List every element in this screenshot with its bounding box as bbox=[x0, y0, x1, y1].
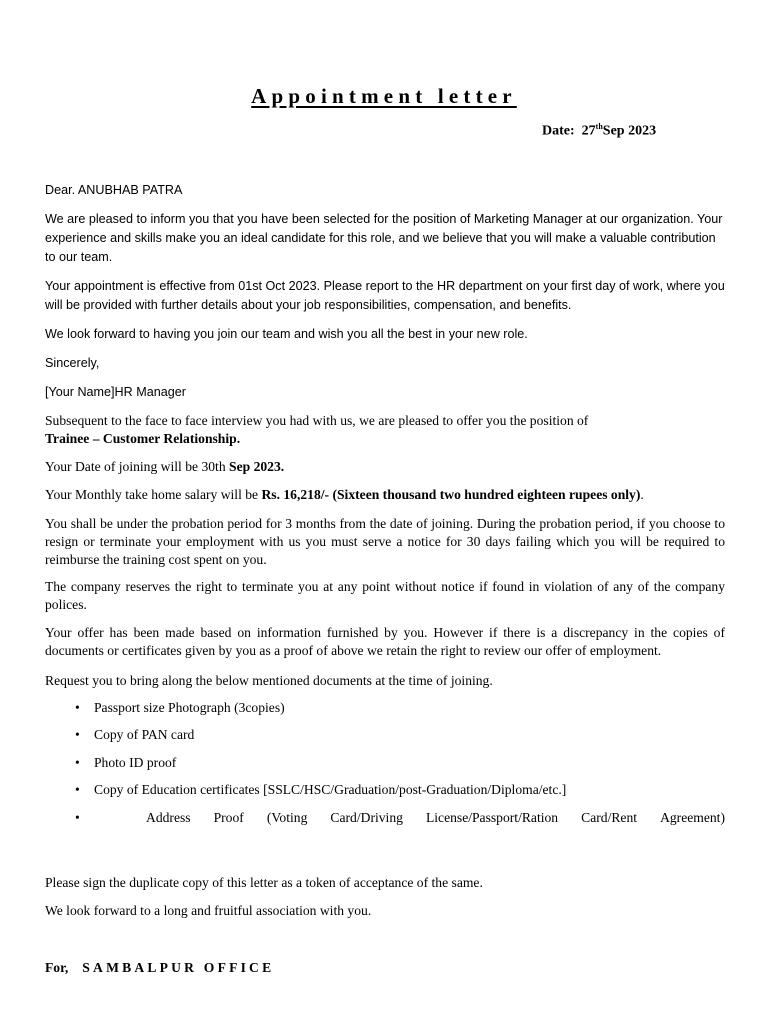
termination-paragraph: The company reserves the right to terminate you at any point without notice if found in violation of any of the company polices. bbox=[45, 579, 725, 612]
salary-end: . bbox=[640, 487, 644, 502]
sincerely: Sincerely, bbox=[45, 356, 100, 370]
offer-position: Trainee – Customer Relationship. bbox=[45, 431, 241, 446]
document-item: Copy of Education certificates [SSLC/HSC/Graduation/post-Graduation/Diploma/etc.] bbox=[94, 782, 567, 798]
offer-paragraph bbox=[45, 412, 725, 448]
list-item bbox=[45, 726, 725, 753]
bullet: • bbox=[75, 754, 80, 770]
signoff: [Your Name]HR Manager bbox=[45, 385, 186, 399]
salutation: Dear. ANUBHAB PATRA bbox=[45, 183, 183, 197]
salary-amount: Rs. 16,218/- (Sixteen thousand two hundred eighteen rupees only) bbox=[261, 487, 641, 502]
letter-title: Appointment letter bbox=[251, 84, 517, 108]
footer-office bbox=[45, 960, 274, 976]
list-item bbox=[45, 754, 725, 781]
address-word: License/Passport/Ration bbox=[425, 809, 559, 825]
footer-for: For, bbox=[45, 960, 69, 975]
bullet: • bbox=[75, 809, 80, 825]
joining-date bbox=[45, 458, 725, 476]
bullet: • bbox=[75, 727, 80, 743]
association-line: We look forward to a long and fruitful association with you. bbox=[45, 903, 372, 918]
address-proof-item bbox=[94, 809, 725, 827]
address-word: Agreement) bbox=[660, 809, 725, 825]
address-word: (Voting bbox=[266, 809, 308, 825]
date-label: Date: bbox=[542, 123, 575, 139]
documents-request: Request you to bring along the below mentioned documents at the time of joining. bbox=[45, 673, 493, 688]
paragraph-effective-date: Your appointment is effective from 01st Oct 2023. Please report to the HR department on your first day of work, where you will be provided with further details about your job responsibilities, compensation, and benefits. bbox=[45, 279, 725, 312]
salary-prefix: Your Monthly take home salary will be bbox=[45, 487, 259, 502]
offer-intro: Subsequent to the face to face interview you had with us, we are pleased to offer you the position of bbox=[45, 413, 589, 428]
list-item bbox=[45, 809, 725, 836]
documents-list bbox=[45, 699, 725, 836]
date-rest: Sep 2023 bbox=[602, 123, 657, 139]
paragraph-selection: We are pleased to inform you that you have been selected for the position of Marketing Manager at our organization. Your experience and skills make you an ideal candidate for this role, and we believe that you will make a valuable contribution to our team. bbox=[45, 212, 723, 264]
address-word: Address bbox=[146, 809, 191, 825]
list-item bbox=[45, 781, 725, 808]
office-name: SAMBALPUR OFFICE bbox=[82, 960, 275, 975]
bullet: • bbox=[75, 782, 80, 798]
address-word: Card/Rent bbox=[581, 809, 638, 825]
bullet: • bbox=[75, 700, 80, 715]
joining-prefix: Your Date of joining will be 30th bbox=[45, 459, 226, 474]
paragraph-look-forward: We look forward to having you join our team and wish you all the best in your new role. bbox=[45, 327, 528, 341]
discrepancy-paragraph: Your offer has been made based on information furnished by you. However if there is a discrepancy in the copies of documents or certificates given by you as a proof of above we retain the right to review our offer of employment. bbox=[45, 625, 725, 658]
address-word: Card/Driving bbox=[330, 809, 403, 825]
document-item: Photo ID proof bbox=[94, 754, 177, 770]
joining-date-value: Sep 2023. bbox=[229, 459, 285, 474]
address-word: Proof bbox=[213, 809, 244, 825]
document-item: Copy of PAN card bbox=[94, 727, 195, 743]
date-suffix: th bbox=[595, 122, 603, 131]
list-item bbox=[45, 699, 725, 726]
date-day: 27 bbox=[581, 123, 596, 139]
sign-copy-line: Please sign the duplicate copy of this letter as a token of acceptance of the same. bbox=[45, 875, 483, 890]
salary-line bbox=[45, 486, 725, 504]
letter-date bbox=[542, 122, 656, 140]
probation-paragraph: You shall be under the probation period for 3 months from the date of joining. During the probation period, if you choose to resign or terminate your employment with us you must serve a notice for 30 days failing which you will be required to reimburse the training cost spent on you. bbox=[45, 516, 725, 567]
document-item: Passport size Photograph (3copies) bbox=[94, 700, 285, 715]
